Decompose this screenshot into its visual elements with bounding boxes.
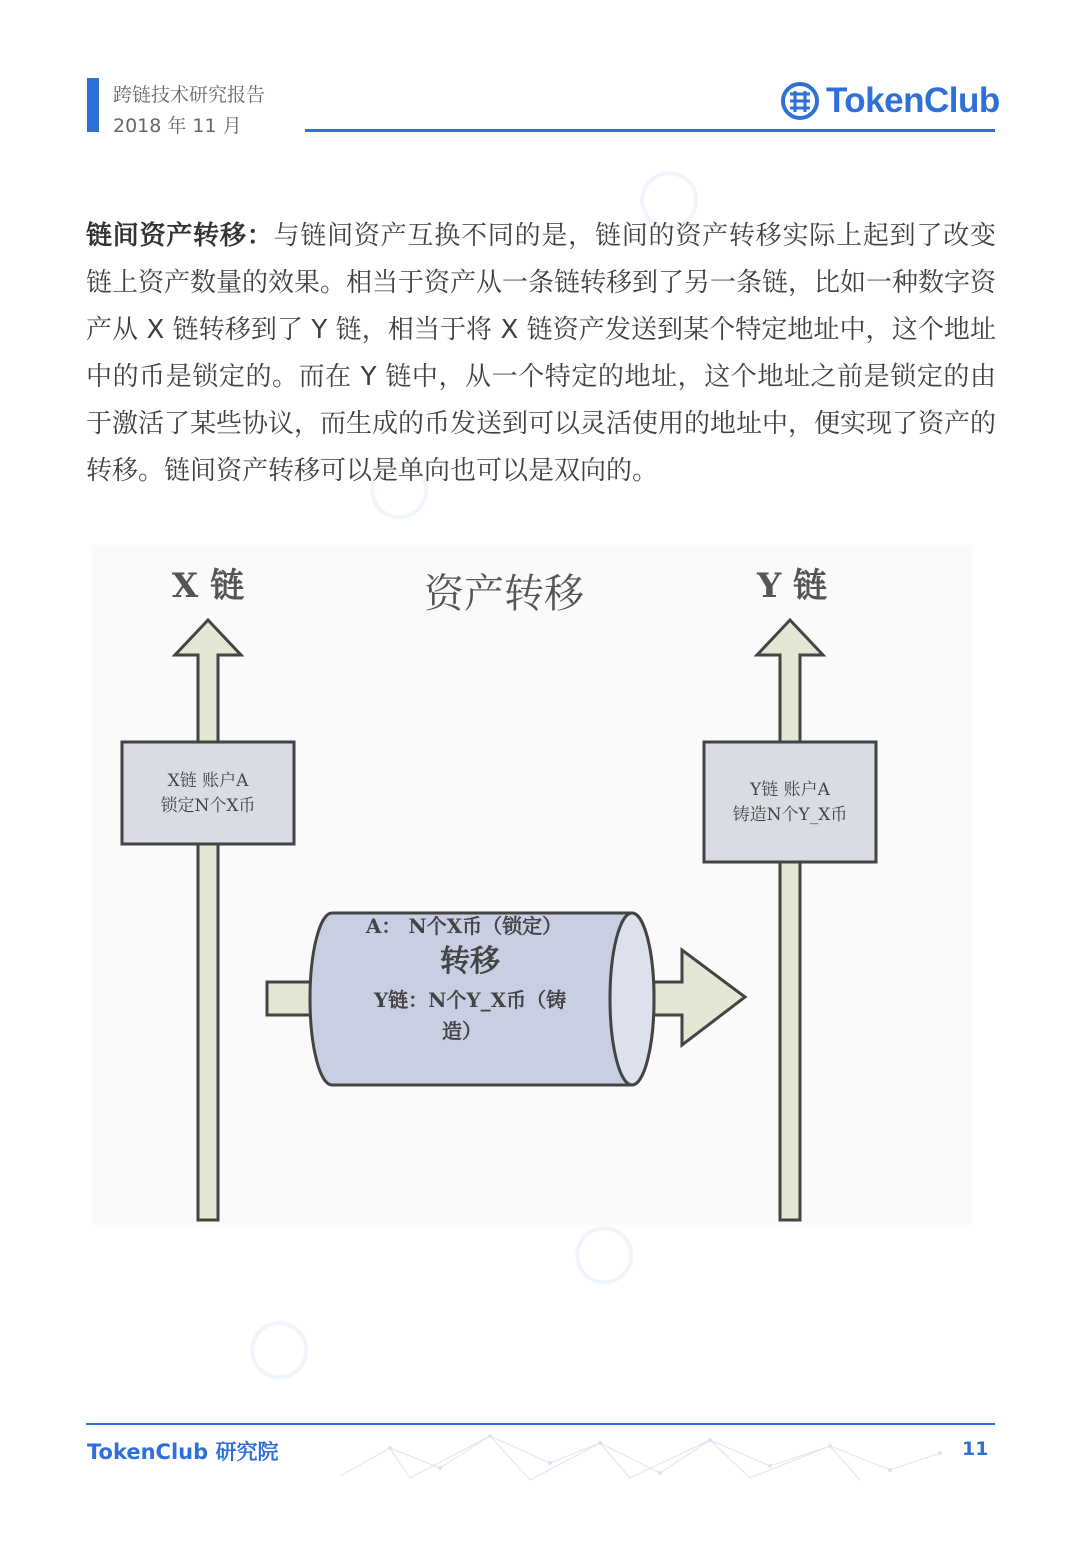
- cylinder-line4: 造）: [442, 1019, 482, 1043]
- right-box-line1: Y链 账户A: [750, 780, 830, 800]
- tokenclub-logo: [780, 79, 1000, 123]
- report-title: 跨链技术研究报告: [113, 84, 266, 106]
- paragraph-text: 与链间资产互换不同的是，链间的资产转移实际上起到了改变链上资产数量的效果。相当于资产从一条链转移到了另一条链，比如一种数字资产从 X 链转移到了 Y 链，相当于将 X 链资产发送到某个特定地址中，这个地址中的币是锁定的。而在 Y 链中，从一个特定的地址，这个地址之前是锁定的由于激活了某些协议，而生成的币发送到可以灵活使用的地址中，便实现了资产的转移。链间资产转移可以是单向也可以是双向的。: [86, 221, 997, 486]
- header-divider: [305, 129, 995, 132]
- right-chain-label: Y 链: [756, 566, 828, 606]
- footer-divider: [86, 1423, 995, 1425]
- header-accent-bar: [87, 78, 99, 132]
- right-box-line2: 铸造N个Y_X币: [732, 805, 848, 825]
- report-date: 2018 年 11 月: [113, 115, 242, 137]
- asset-transfer-diagram: [92, 545, 972, 1225]
- body-paragraph: [86, 213, 996, 495]
- page-number: 11: [962, 1438, 989, 1460]
- page-header: [0, 0, 1080, 150]
- left-chain-label: X 链: [171, 566, 245, 606]
- right-account-box: [704, 742, 876, 862]
- cylinder-line3: Y链：N个Y_X币（铸: [373, 988, 567, 1012]
- left-box-line1: X链 账户A: [167, 771, 249, 791]
- left-account-box: [122, 742, 294, 844]
- logo-text: TokenClub: [826, 81, 1000, 120]
- footer-org: TokenClub 研究院: [87, 1440, 279, 1464]
- watermark: [243, 1311, 324, 1387]
- left-box-line2: 锁定N个X币: [160, 796, 256, 816]
- diagram-title: 资产转移: [424, 571, 584, 617]
- cylinder-line1: A： N个X币（锁定）: [365, 914, 563, 938]
- network-pattern-decoration: [330, 1428, 950, 1483]
- paragraph-lead: 链间资产转移：: [86, 221, 274, 251]
- watermark: [568, 1216, 649, 1292]
- cylinder-line2: 转移: [440, 944, 500, 979]
- tokenclub-logo-icon: [780, 81, 820, 121]
